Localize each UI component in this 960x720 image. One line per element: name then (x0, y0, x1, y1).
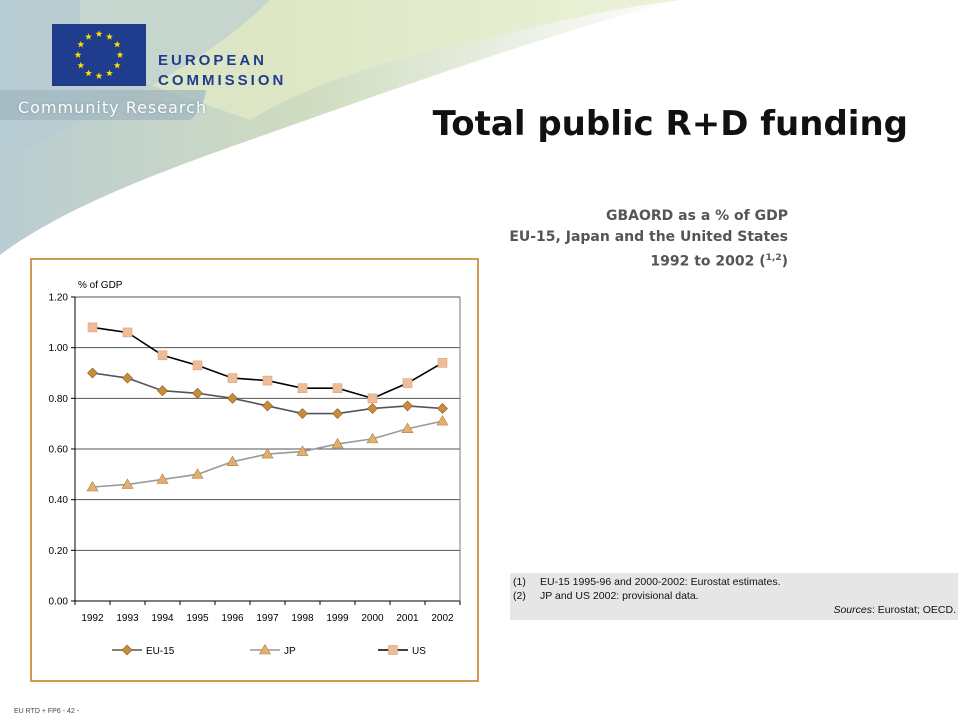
tagline: Community Research (18, 98, 208, 117)
x-tick-label: 1992 (81, 613, 104, 624)
x-tick-label: 1996 (221, 613, 244, 624)
data-point-us (438, 358, 447, 367)
chart-frame (30, 258, 479, 682)
x-tick-label: 1994 (151, 613, 174, 624)
data-point-eu-15 (403, 401, 413, 411)
logo-line-commission: COMMISSION (158, 72, 287, 89)
y-tick-label: 0.80 (48, 393, 68, 405)
y-tick-label: 0.00 (48, 596, 68, 608)
y-tick-label: 0.60 (48, 444, 68, 456)
data-point-us (298, 384, 307, 393)
data-point-eu-15 (228, 393, 238, 403)
page-title: Total public R+D funding (432, 104, 908, 144)
x-tick-label: 1997 (256, 613, 279, 624)
legend-marker-eu-15 (122, 645, 132, 655)
legend-label-us: US (412, 646, 426, 657)
data-point-us (333, 384, 342, 393)
legend-label-eu-15: EU-15 (146, 646, 175, 657)
data-point-us (193, 361, 202, 370)
subtitle-line-2: EU-15, Japan and the United States (509, 229, 788, 245)
x-tick-label: 1995 (186, 613, 209, 624)
x-tick-label: 1993 (116, 613, 139, 624)
chart-subtitle (509, 206, 788, 273)
data-point-us (158, 351, 167, 360)
line-chart (32, 260, 477, 680)
series-line-us (93, 327, 443, 398)
footer-page-number: EU RTD + FP6 - 42 - (14, 708, 80, 715)
data-point-eu-15 (263, 401, 273, 411)
data-point-us (123, 328, 132, 337)
data-point-eu-15 (88, 368, 98, 378)
data-point-eu-15 (368, 403, 378, 413)
data-point-us (368, 394, 377, 403)
data-point-eu-15 (158, 386, 168, 396)
sources-note: Sources: Eurostat; OECD. (833, 604, 956, 616)
legend-label-jp: JP (284, 646, 296, 657)
data-point-us (263, 376, 272, 385)
legend-marker-us (389, 646, 398, 655)
subtitle-line-3: 1992 to 2002 ($^{1,2}$) (650, 253, 788, 270)
data-point-jp (437, 416, 448, 426)
data-point-us (228, 374, 237, 383)
y-tick-label: 1.00 (48, 343, 68, 355)
y-tick-label: 0.40 (48, 495, 68, 507)
data-point-us (88, 323, 97, 332)
x-tick-label: 1999 (326, 613, 349, 624)
y-tick-label: 0.20 (48, 545, 68, 557)
x-tick-label: 2002 (431, 613, 454, 624)
data-point-eu-15 (333, 409, 343, 419)
x-tick-label: 2001 (396, 613, 419, 624)
x-tick-label: 2000 (361, 613, 384, 624)
data-point-eu-15 (438, 403, 448, 413)
data-point-eu-15 (298, 409, 308, 419)
y-tick-label: 1.20 (48, 292, 68, 304)
footnotes: (1) EU-15 1995-96 and 2000-2002: Eurostat estimates. (2) JP and US 2002: provisional data. Sources: Eurostat; OECD. (510, 573, 958, 620)
x-tick-label: 1998 (291, 613, 314, 624)
y-axis-label: % of GDP (78, 280, 123, 291)
subtitle-line-1: GBAORD as a % of GDP (605, 208, 788, 224)
logo-line-european: EUROPEAN (158, 52, 268, 69)
data-point-eu-15 (123, 373, 133, 383)
data-point-us (403, 379, 412, 388)
data-point-eu-15 (193, 388, 203, 398)
